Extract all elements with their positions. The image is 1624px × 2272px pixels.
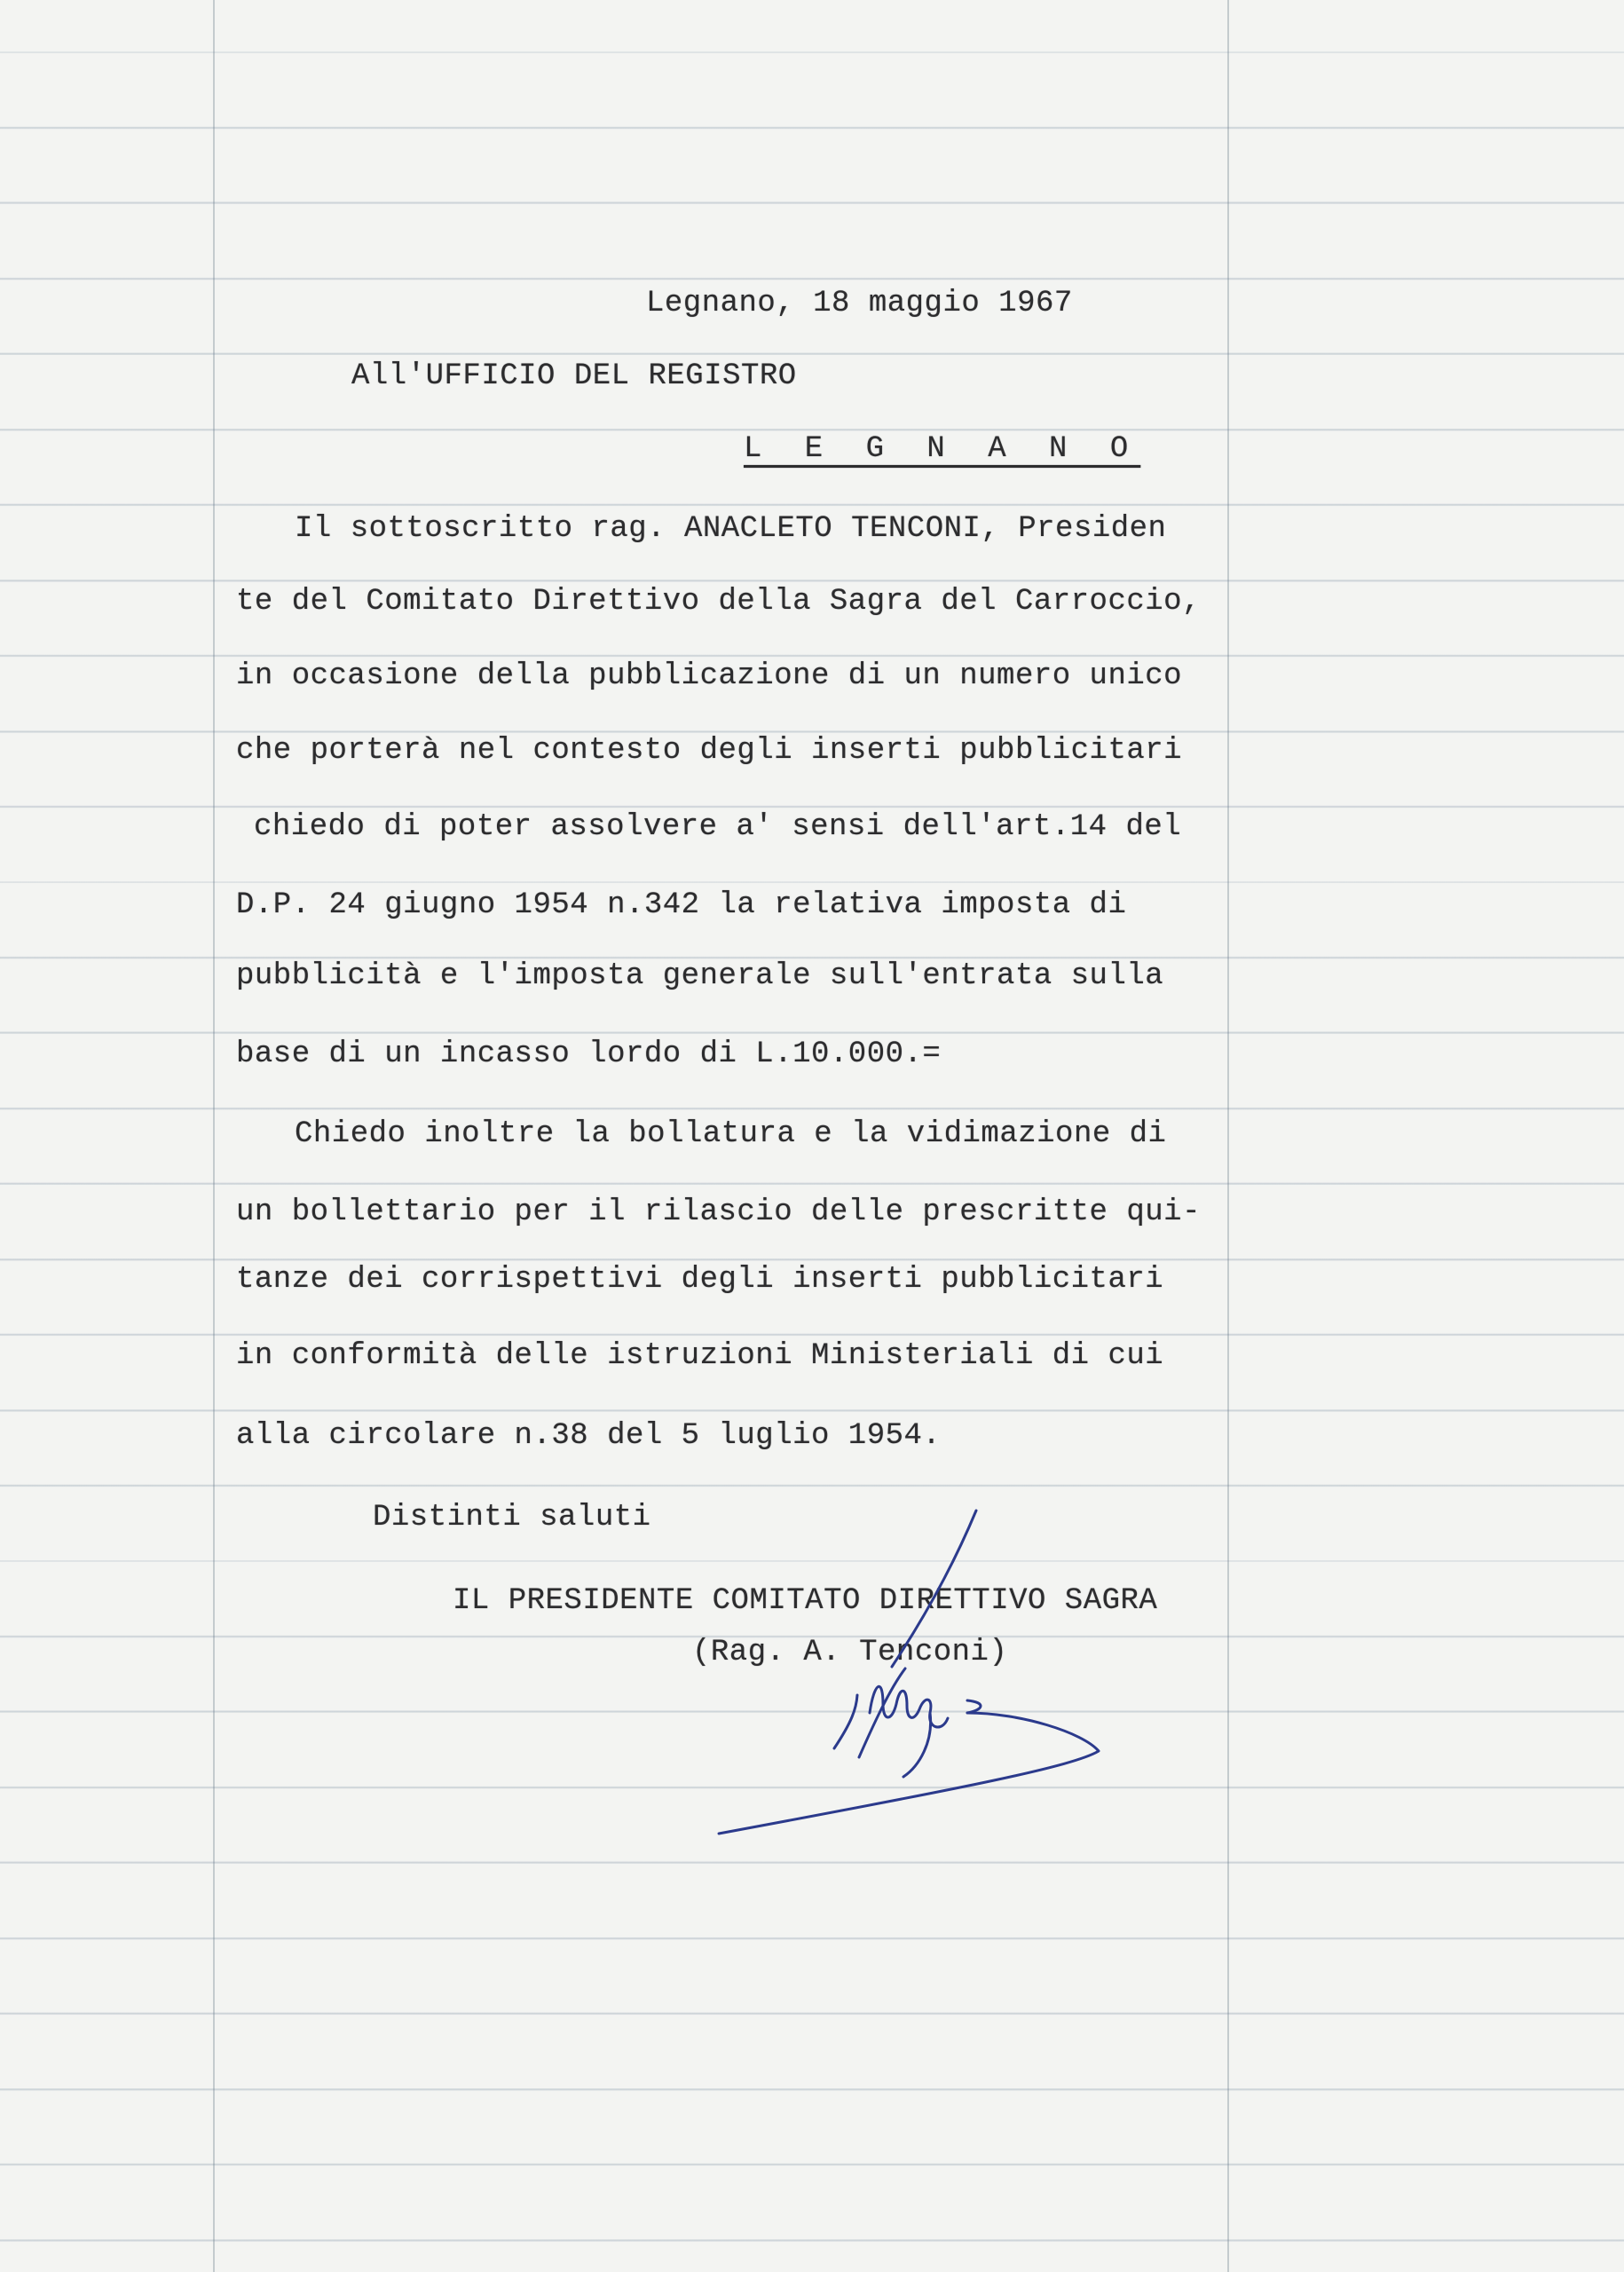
paragraph-2-line: in conformità delle istruzioni Ministeriali di cui [236,1339,1164,1373]
paragraph-1-line: base di un incasso lordo di L.10.000.= [236,1037,942,1071]
paragraph-2-line: un bollettario per il rilascio delle prescritte qui- [236,1195,1201,1229]
signatory-title: IL PRESIDENTE COMITATO DIRETTIVO SAGRA [453,1584,1158,1618]
handwritten-signature [701,1500,1118,1837]
paragraph-2-line: Chiedo inoltre la bollatura e la vidimazione di [295,1117,1167,1151]
left-margin-line [213,0,215,2272]
paragraph-1-line: pubblicità e l'imposta generale sull'entrata sulla [236,959,1164,993]
closing: Distinti saluti [373,1501,651,1534]
paragraph-1-line: D.P. 24 giugno 1954 n.342 la relativa imposta di [236,888,1127,922]
paragraph-2-line: tanze dei corrispettivi degli inserti pubblicitari [236,1263,1164,1297]
paragraph-1-line: te del Comitato Direttivo della Sagra del Carroccio, [236,585,1201,619]
paragraph-2-line: alla circolare n.38 del 5 luglio 1954. [236,1419,942,1453]
paragraph-1-line: che porterà nel contesto degli inserti pubblicitari [236,734,1183,768]
recipient-city: L E G N A N O [744,432,1141,466]
paragraph-1-line: Il sottoscritto rag. ANACLETO TENCONI, Presiden [295,512,1167,546]
right-margin-line [1227,0,1229,2272]
signature-strokes [719,1511,1099,1834]
paragraph-1-line: chiedo di poter assolvere a' sensi dell'art.14 del [254,810,1182,844]
recipient: All'UFFICIO DEL REGISTRO [351,359,797,393]
signatory-name: (Rag. A. Tenconi) [692,1636,1008,1669]
date-line: Legnano, 18 maggio 1967 [646,287,1073,320]
paragraph-1-line: in occasione della pubblicazione di un numero unico [236,659,1183,693]
